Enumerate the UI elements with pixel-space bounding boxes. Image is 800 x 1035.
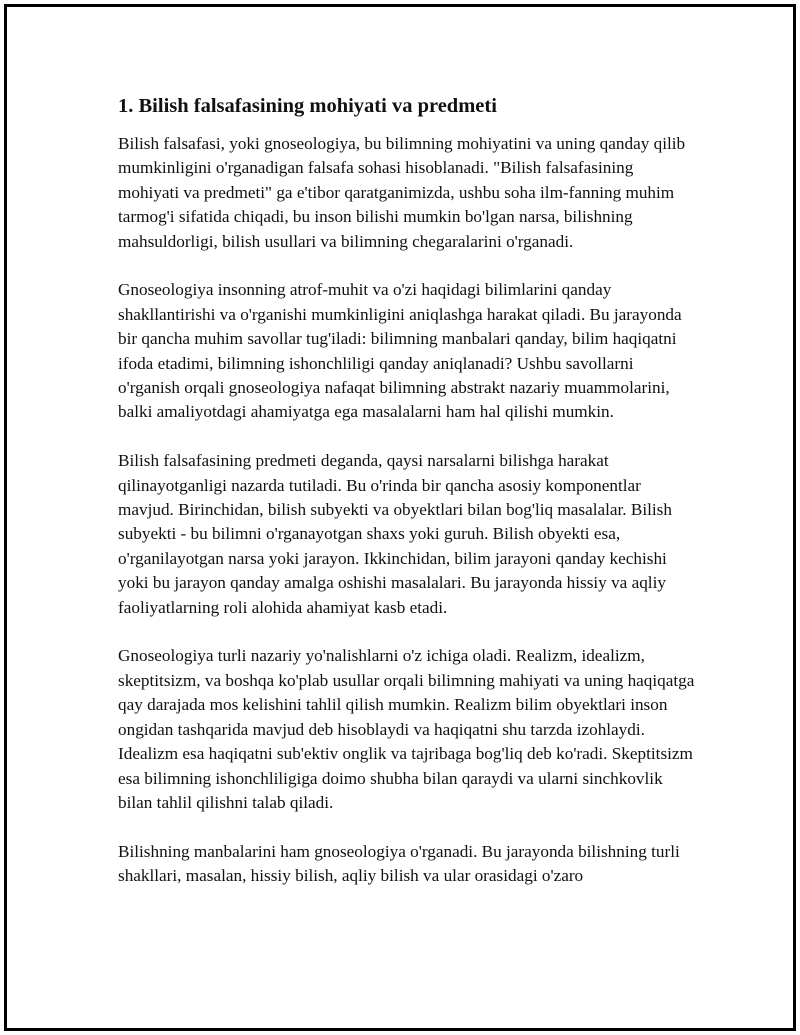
document-body <box>118 92 698 913</box>
paragraph-3: Bilish falsafasining predmeti deganda, qaysi narsalarni bilishga harakat qilinayotganligi nazarda tutiladi. Bu o'rinda bir qancha asosiy komponentlar mavjud. Birinchidan, bilish subyekti va obyektlari bilan bog'liq masalalar. Bilish subyekti - bu bilimni o'rganayotgan shaxs yoki guruh. Bilish obyekti esa, o'rganilayotgan narsa yoki jarayon. Ikkinchidan, bilim jarayoni qanday kechishi yoki bu jarayon qanday amalga oshishi masalalari. Bu jarayonda hissiy va aqliy faoliyatlarning roli alohida ahamiyat kasb etadi. <box>118 451 672 617</box>
section-heading: 1. Bilish falsafasining mohiyati va predmeti <box>118 95 497 117</box>
paragraph-5: Bilishning manbalarini ham gnoseologiya o'rganadi. Bu jarayonda bilishning turli shakllari, masalan, hissiy bilish, aqliy bilish va ular orasidagi o'zaro <box>118 841 680 886</box>
paragraph-1: Bilish falsafasi, yoki gnoseologiya, bu bilimning mohiyatini va uning qanday qilib mumkinligini o'rganadigan falsafa sohasi hisoblanadi. "Bilish falsafasining mohiyati va predmeti" ga e'tibor qaratganimizda, ushbu soha ilm-fanning muhim tarmog'i sifatida chiqadi, bu inson bilishi mumkin bo'lgan narsa, bilishning mahsuldorligi, bilish usullari va bilimning chegaralarini o'rganadi. <box>118 134 686 251</box>
paragraph-2: Gnoseologiya insonning atrof-muhit va o'zi haqidagi bilimlarini qanday shakllantirishi va o'rganishi mumkinligini aniqlashga harakat qiladi. Bu jarayonda bir qancha muhim savollar tug'iladi: bilimning manbalari qanday, bilim haqiqatni ifoda etadimi, bilimning ishonchliligi qanday aniqlanadi? Ushbu savollarni o'rganish orqali gnoseologiya nafaqat bilimning abstrakt nazariy muammolarini, balki amaliyotdagi ahamiyatga ega masalalarni ham hal qilishi mumkin. <box>118 280 682 422</box>
paragraph-4: Gnoseologiya turli nazariy yo'nalishlarni o'z ichiga oladi. Realizm, idealizm, skeptitsizm, va boshqa ko'plab usullar orqali bilimning mahiyati va uning haqiqatga qay darajada mos kelishini tahlil qilish mumkin. Realizm bilim obyektlari inson ongidan tashqarida mavjud deb hisoblaydi va haqiqatni shu tarzda izohlaydi. Idealizm esa haqiqatni sub'ektiv onglik va tajribaga bog'liq deb ko'radi. Skeptitsizm esa bilimning ishonchliligiga doimo shubha bilan qaraydi va ularni sinchkovlik bilan tahlil qilishni talab qiladi. <box>118 646 695 812</box>
